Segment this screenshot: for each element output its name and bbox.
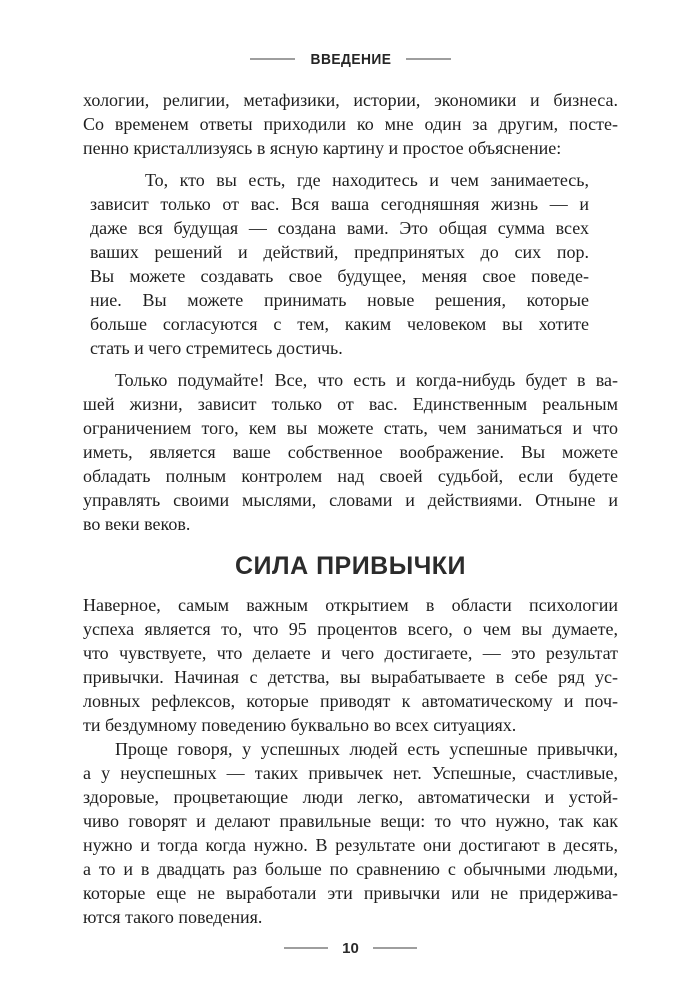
paragraph bbox=[83, 88, 618, 160]
text-line: То, кто вы есть, где находитесь и чем занимаетесь, bbox=[145, 170, 589, 190]
page-body bbox=[83, 88, 618, 929]
running-head-rule-right bbox=[406, 58, 451, 60]
text-line: зависит только от вас. Вся ваша сегодняшняя жизнь — и bbox=[90, 194, 589, 214]
text-line: Вы можете создавать свое будущее, меняя свое поведе- bbox=[90, 266, 589, 286]
text-line: управлять своими мыслями, словами и действиями. Отныне и bbox=[83, 490, 618, 510]
paragraph bbox=[83, 593, 618, 737]
page-inner bbox=[83, 51, 618, 957]
page-footer bbox=[83, 939, 618, 957]
text-line: пенно кристаллизуясь в ясную картину и простое объяснение: bbox=[83, 138, 562, 158]
text-line: нужно и тогда когда нужно. В результате они достигают в десять, bbox=[83, 835, 618, 855]
text-line: Наверное, самым важным открытием в области психологии bbox=[83, 595, 618, 615]
page-number: 10 bbox=[342, 939, 359, 957]
footer-rule-right bbox=[373, 947, 417, 949]
section-heading: СИЛА ПРИВЫЧКИ bbox=[235, 552, 466, 580]
text-line: что чувствуете, что делаете и чего достигаете, — это результат bbox=[83, 643, 618, 663]
text-line: ловных рефлексов, которые приводят к автоматическому и поч- bbox=[83, 691, 618, 711]
text-line: а то и в двадцать раз больше по сравнению с обычными людьми, bbox=[83, 859, 618, 879]
text-line: стать и чего стремитесь достичь. bbox=[90, 338, 343, 358]
text-line: шей жизни, зависит только от вас. Единственным реальным bbox=[83, 394, 618, 414]
text-line: успеха является то, что 95 процентов всего, о чем вы думаете, bbox=[83, 619, 618, 639]
text-line: привычки. Начиная с детства, вы вырабатываете в себе ряд ус- bbox=[83, 667, 618, 687]
paragraph bbox=[83, 368, 618, 536]
text-line: которые еще не выработали эти привычки или не придержива- bbox=[83, 883, 618, 903]
text-line: даже вся будущая — создана вами. Это общая сумма всех bbox=[90, 218, 589, 238]
text-line: ние. Вы можете принимать новые решения, которые bbox=[90, 290, 589, 310]
paragraph bbox=[83, 737, 618, 929]
text-line: обладать полным контролем над своей судьбой, если будете bbox=[83, 466, 618, 486]
text-line: а у неуспешных — таких привычек нет. Успешные, счастливые, bbox=[83, 763, 618, 783]
running-head bbox=[83, 51, 618, 67]
text-line: ограничением того, кем вы можете стать, чем заниматься и что bbox=[83, 418, 618, 438]
text-line: Проще говоря, у успешных людей есть успешные привычки, bbox=[115, 739, 618, 759]
text-line: Только подумайте! Все, что есть и когда-нибудь будет в ва- bbox=[115, 370, 618, 390]
text-line: больше согласуются с тем, каким человеком вы хотите bbox=[90, 314, 589, 334]
text-line: Со временем ответы приходили ко мне один за другим, посте- bbox=[83, 114, 618, 134]
running-head-title: ВВЕДЕНИЕ bbox=[310, 50, 391, 68]
text-line: здоровые, процветающие люди легко, автоматически и устой- bbox=[83, 787, 618, 807]
text-line: иметь, является ваше собственное воображение. Вы можете bbox=[83, 442, 618, 462]
text-line: во веки веков. bbox=[83, 514, 191, 534]
quote-block bbox=[90, 168, 618, 360]
running-head-rule-left bbox=[250, 58, 295, 60]
text-line: ются такого поведения. bbox=[83, 907, 263, 927]
footer-rule-left bbox=[284, 947, 328, 949]
text-line: хологии, религии, метафизики, истории, экономики и бизнеса. bbox=[83, 90, 618, 110]
text-line: ваших решений и действий, предпринятых до сих пор. bbox=[90, 242, 589, 262]
text-line: ти бездумному поведению буквально во всех ситуациях. bbox=[83, 715, 517, 735]
text-line: чиво говорят и делают правильные вещи: то что нужно, так как bbox=[83, 811, 618, 831]
